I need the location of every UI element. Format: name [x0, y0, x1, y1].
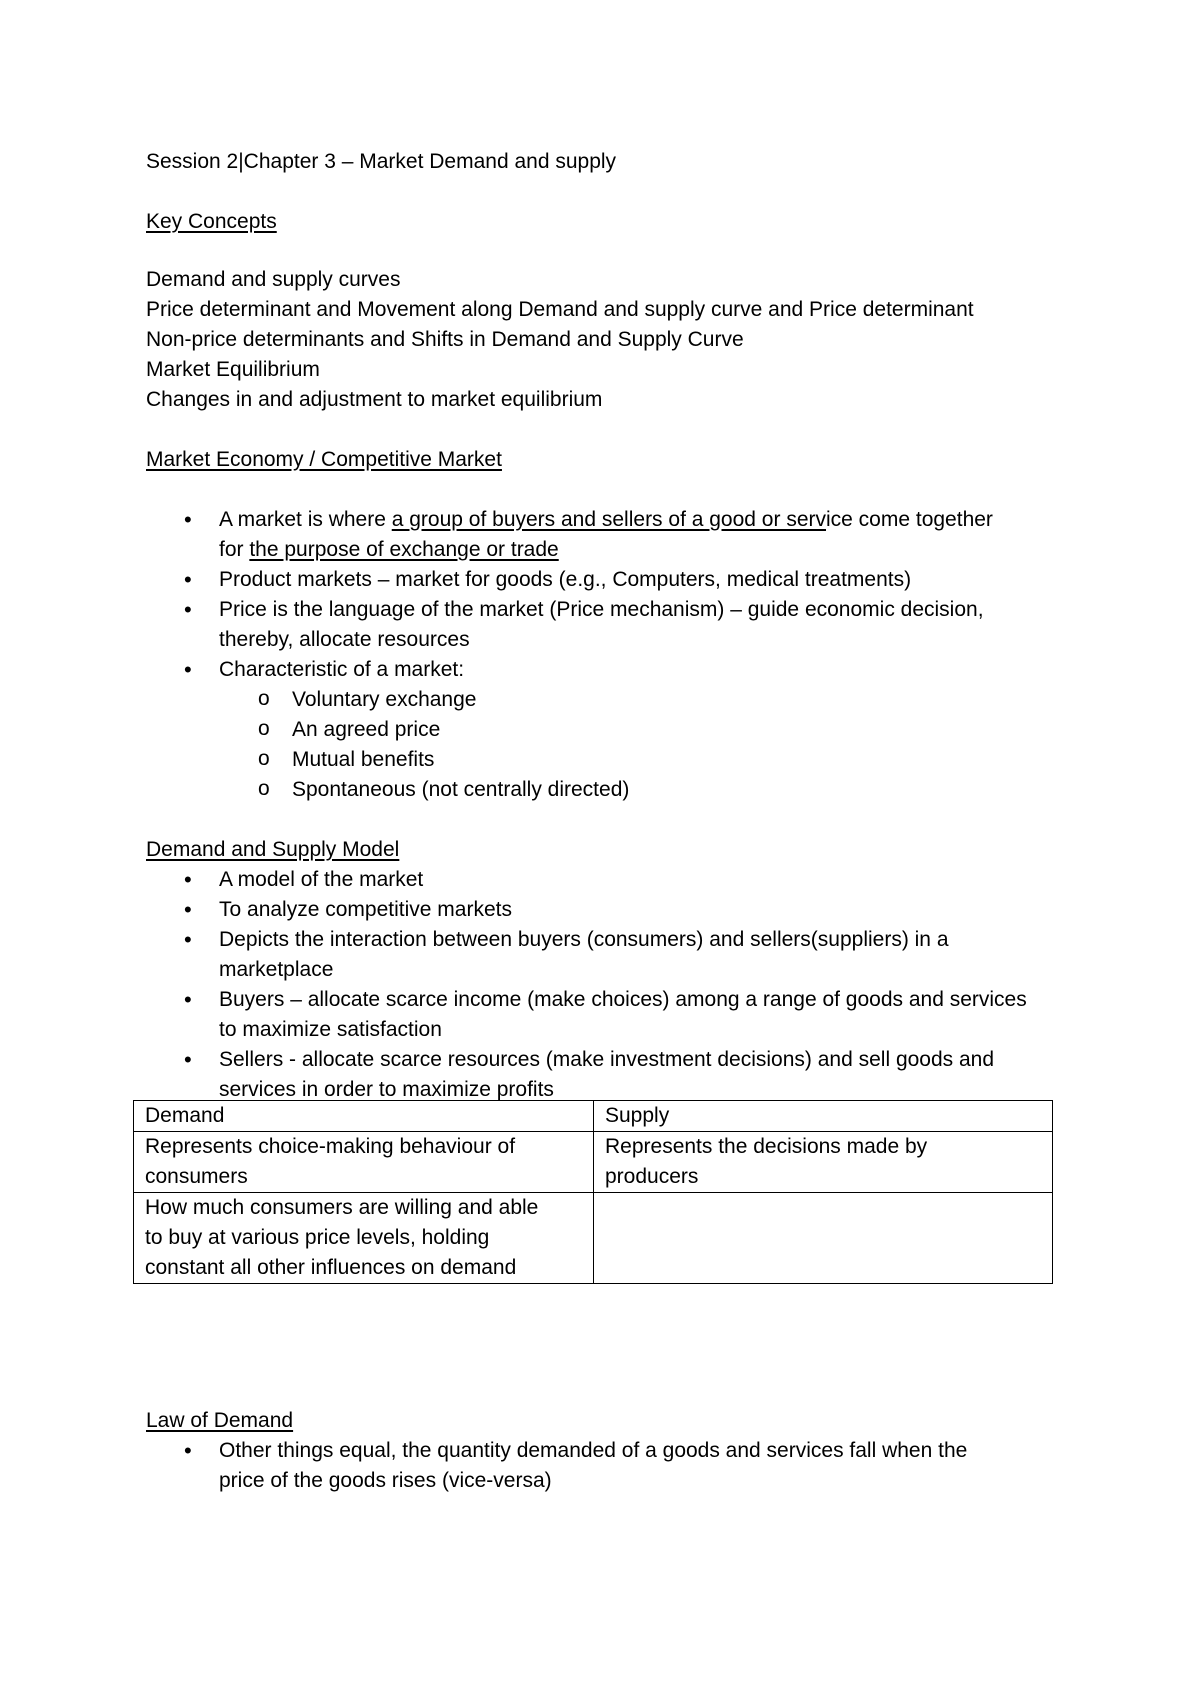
market-b1-underlined: a group of buyers and sellers of a good or serv [391, 508, 826, 531]
table-header-supply: Supply [594, 1101, 1053, 1132]
list-item [146, 925, 1066, 985]
market-heading: Market Economy / Competitive Market [146, 448, 502, 471]
law-heading-wrap [146, 1406, 1066, 1436]
market-b1-text-end: ice come together [826, 508, 993, 531]
law-heading: Law of Demand [146, 1409, 294, 1432]
law-bullet-line: • Other things equal, the quantity demanded of a goods and services fall when the [219, 1439, 968, 1462]
table-row [134, 1193, 1053, 1284]
list-item [146, 985, 1066, 1045]
market-b1-text: A market is where [219, 508, 392, 531]
market-b1-text-2: for [219, 538, 250, 561]
key-concept-item: Changes in and adjustment to market equilibrium [146, 388, 603, 411]
market-b1-underlined-2: the purpose of exchange or trade [249, 538, 559, 561]
table-row [134, 1101, 1053, 1132]
model-bullets [146, 865, 1066, 1105]
characteristic-item: o Mutual benefits [146, 745, 1066, 775]
market-heading-wrap [146, 445, 1066, 475]
key-concept-item: Market Equilibrium [146, 358, 320, 381]
table-cell [134, 1193, 594, 1284]
table-cell [594, 1132, 1053, 1193]
demand-supply-table [133, 1100, 1053, 1284]
characteristic-item: o Spontaneous (not centrally directed) [146, 775, 1066, 805]
characteristic-item: o Voluntary exchange [146, 685, 1066, 715]
cell-line: to buy at various price levels, holding [145, 1226, 490, 1249]
cell-line: Represents choice-making behaviour of [145, 1135, 516, 1158]
model-heading: Demand and Supply Model [146, 838, 400, 861]
market-b4-text: • Characteristic of a market: [219, 658, 465, 681]
cell-line: producers [605, 1165, 699, 1188]
key-concepts-list [146, 265, 1066, 415]
model-bullet-line: • A model of the market [219, 868, 424, 891]
characteristics-list [146, 685, 1066, 805]
market-b2-text: • Product markets – market for goods (e.g., Computers, medical treatments) [219, 568, 912, 591]
cell-line: consumers [145, 1165, 248, 1188]
list-item [146, 565, 1066, 595]
cell-line: constant all other influences on demand [145, 1256, 517, 1279]
market-b3-line2: thereby, allocate resources [219, 628, 470, 651]
law-bullets [146, 1436, 1066, 1496]
list-item [146, 865, 1066, 895]
table-cell [134, 1132, 594, 1193]
list-item [146, 1045, 1066, 1105]
list-item [146, 1436, 1066, 1496]
model-heading-wrap [146, 835, 1066, 865]
key-concepts-heading: Key Concepts [146, 210, 277, 233]
law-section [146, 1436, 1066, 1496]
model-section [146, 865, 1066, 1105]
list-item [146, 655, 1066, 805]
law-bullet-line: price of the goods rises (vice-versa) [219, 1469, 552, 1492]
table-cell-empty [594, 1193, 1053, 1284]
document-title: Session 2|Chapter 3 – Market Demand and supply [146, 150, 617, 173]
list-item [146, 595, 1066, 655]
list-item [146, 505, 1066, 565]
model-bullet-line: • Buyers – allocate scarce income (make choices) among a range of goods and services [219, 988, 1027, 1011]
key-concept-item: Price determinant and Movement along Demand and supply curve and Price determinant [146, 298, 974, 321]
key-concept-item: Demand and supply curves [146, 268, 401, 291]
model-bullet-line: • To analyze competitive markets [219, 898, 512, 921]
market-section [146, 505, 1066, 805]
cell-line: How much consumers are willing and able [145, 1196, 539, 1219]
table-header-demand: Demand [134, 1101, 594, 1132]
market-bullets [146, 505, 1066, 805]
model-bullet-line: • Sellers - allocate scarce resources (make investment decisions) and sell goods and [219, 1048, 995, 1071]
model-bullet-line: • Depicts the interaction between buyers (consumers) and sellers(suppliers) in a [219, 928, 949, 951]
key-concept-item: Non-price determinants and Shifts in Demand and Supply Curve [146, 328, 744, 351]
model-bullet-line: to maximize satisfaction [219, 1018, 442, 1041]
model-bullet-line: services in order to maximize profits [219, 1078, 554, 1101]
table-row [134, 1132, 1053, 1193]
model-bullet-line: marketplace [219, 958, 334, 981]
market-b3-line1: • Price is the language of the market (Price mechanism) – guide economic decision, [219, 598, 984, 621]
list-item [146, 895, 1066, 925]
cell-line: Represents the decisions made by [605, 1135, 928, 1158]
characteristic-item: o An agreed price [146, 715, 1066, 745]
